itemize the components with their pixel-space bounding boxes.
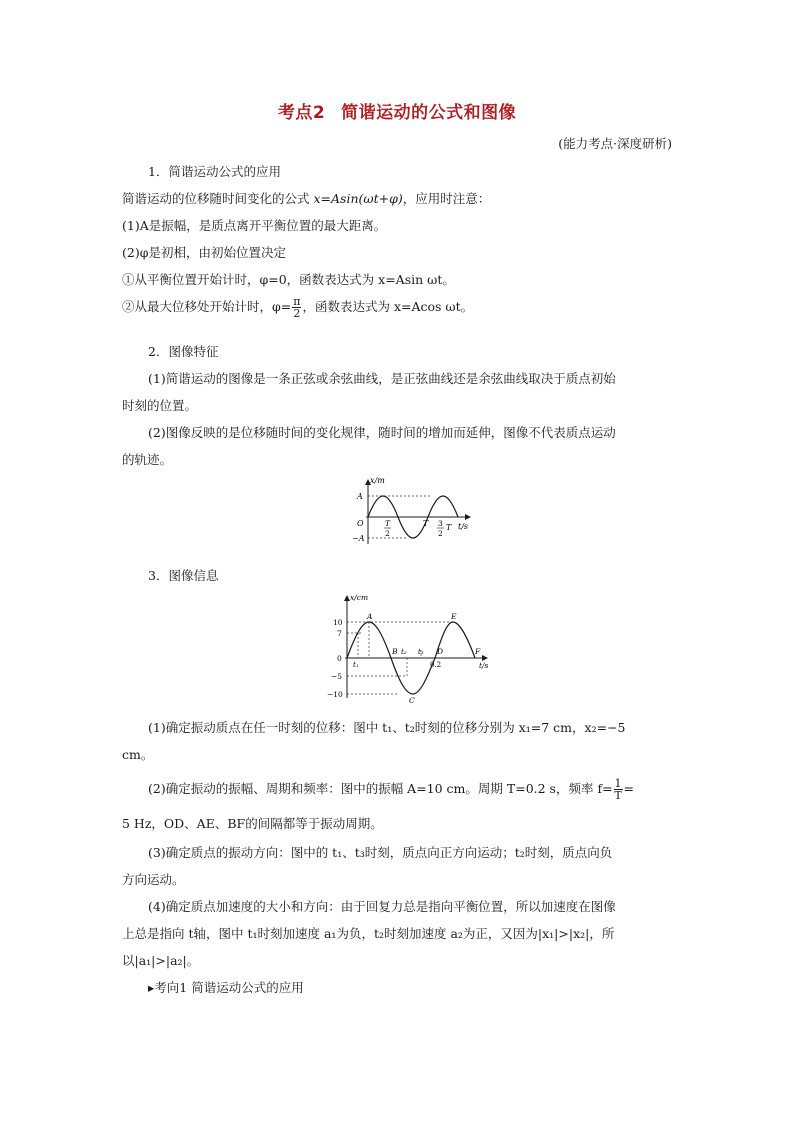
label-t1: t₁ <box>353 661 359 669</box>
g1-32-T: T <box>446 523 452 532</box>
g1-T2-den: 2 <box>385 529 390 538</box>
page-title <box>0 98 794 123</box>
section-subtitle: (能力考点·深度研析) <box>558 136 672 151</box>
s3-p2-b: = <box>623 781 635 796</box>
g2-xlabel: t/s <box>479 661 489 670</box>
s1-p1: (1)A是振幅，是质点离开平衡位置的最大距离。 <box>122 218 387 233</box>
s3-p2 <box>148 778 634 801</box>
s1-c2-b: ，函数表达式为 x=Acos ωt。 <box>302 299 474 314</box>
g1-T: T <box>423 519 429 528</box>
s3-p3-l1: (3)确定质点的振动方向：图中的 t₁、t₃时刻，质点向正方向运动；t₂时刻，质点向负 <box>148 845 613 860</box>
s1-intro-b: ，应用时注意： <box>402 191 491 206</box>
s1-p2: (2)φ是初相，由初始位置决定 <box>122 245 286 260</box>
g2-yn10: −10 <box>327 690 343 699</box>
footer-heading: ▸考向1 简谐运动公式的应用 <box>148 980 304 995</box>
s3-p1-l2: cm。 <box>122 747 154 762</box>
g1-T2-num: T <box>385 519 391 528</box>
s3-p3-l2: 方向运动。 <box>122 872 185 887</box>
point-A: A <box>367 612 373 621</box>
s2-p1-l1: (1)简谐运动的图像是一条正弦或余弦曲线，是正弦曲线还是余弦曲线取决于质点初始 <box>148 371 616 386</box>
g1-origin: O <box>357 519 364 528</box>
g2-yn5: −5 <box>331 672 343 681</box>
point-E: E <box>451 612 457 621</box>
g1-xlabel: t/s <box>458 522 469 531</box>
g2-ylabel: x/cm <box>350 593 369 602</box>
point-B: B <box>392 647 398 656</box>
s1-intro-a: 简谐运动的位移随时间变化的公式 <box>122 191 314 206</box>
sine-graph <box>340 474 480 554</box>
point-D: D <box>437 647 444 656</box>
title-part2: 简谐运动的公式和图像 <box>341 103 517 123</box>
g2-y7: 7 <box>337 629 342 638</box>
s1-c2-a: ②从最大位移处开始计时，φ= <box>122 299 292 314</box>
g1-A: A <box>357 492 363 501</box>
pi-over-2-fraction <box>292 296 301 319</box>
s2-heading: 2．图像特征 <box>148 344 219 359</box>
s3-p4-l2: 上总是指向 t轴，图中 t₁时刻加速度 a₁为负，t₂时刻加速度 a₂为正，又因为|x₁|>|x₂|，所 <box>122 926 615 941</box>
point-F: F <box>475 647 481 656</box>
s1-intro-formula: x=Asin(ωt+φ) <box>313 191 403 206</box>
s3-p2-l2: 5 Hz，OD、AE、BF的间隔都等于振动周期。 <box>122 816 383 831</box>
label-02: 0.2 <box>430 661 442 669</box>
s3-heading: 3．图像信息 <box>148 568 219 583</box>
s3-p1-l1: (1)确定振动质点在任一时刻的位移：图中 t₁、t₂时刻的位移分别为 x₁=7 cm，x₂=−5 <box>148 720 626 735</box>
title-part1: 考点2 <box>277 103 326 123</box>
g1-negA: −A <box>352 534 365 543</box>
s2-p2-l2: 的轨迹。 <box>122 452 173 467</box>
g2-y10: 10 <box>333 618 343 627</box>
g1-32-num: 3 <box>438 519 443 528</box>
g1-32-den: 2 <box>438 529 443 538</box>
frac-den: T <box>614 789 622 802</box>
s2-p1-l2: 时刻的位置。 <box>122 398 198 413</box>
s1-c2 <box>122 296 473 319</box>
g1-ylabel: x/m <box>370 476 385 485</box>
g2-y0: 0 <box>337 654 342 663</box>
s1-heading: 1．简谐运动公式的应用 <box>148 164 281 179</box>
info-graph <box>325 590 500 705</box>
s3-p4-l3: 以|a₁|>|a₂|。 <box>122 953 200 968</box>
s1-c1: ①从平衡位置开始计时，φ=0，函数表达式为 x=Asin ωt。 <box>122 272 455 287</box>
frac-den: 2 <box>293 307 301 320</box>
point-C: C <box>409 696 415 705</box>
s3-p2-a: (2)确定振动的振幅、周期和频率：图中的振幅 A=10 cm。周期 T=0.2 s，频率 f= <box>148 781 613 796</box>
frac-num: π <box>293 295 301 308</box>
frac-num: 1 <box>614 777 622 790</box>
s3-p4-l1: (4)确定质点加速度的大小和方向：由于回复力总是指向平衡位置，所以加速度在图像 <box>148 899 616 914</box>
label-t2: t₂ <box>401 648 407 656</box>
s1-intro <box>122 189 490 207</box>
one-over-T-fraction <box>614 778 623 801</box>
s2-p2-l1: (2)图像反映的是位移随时间的变化规律，随时间的增加而延伸，图像不代表质点运动 <box>148 425 616 440</box>
label-t3: t₃ <box>418 648 424 656</box>
